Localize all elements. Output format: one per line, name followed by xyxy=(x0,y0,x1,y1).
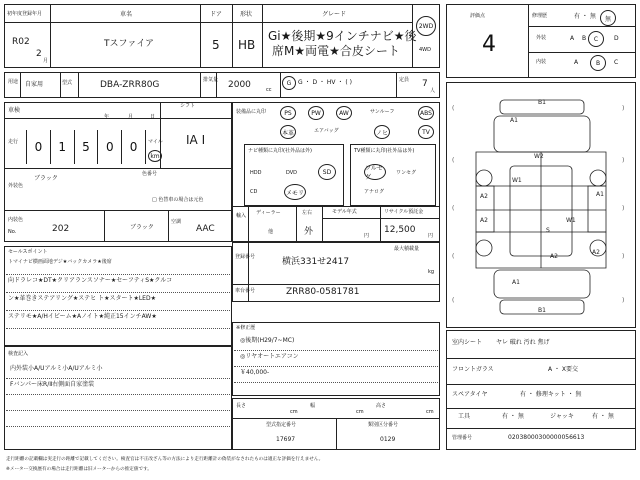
tool-label: 工具 xyxy=(458,413,471,420)
ext-opt-d: D xyxy=(614,35,619,42)
jack-options: 有 ・ 無 xyxy=(592,413,614,420)
mile-label: マイル xyxy=(148,139,163,145)
tv-fullseg: フルセグ xyxy=(364,164,386,180)
svg-text:): ) xyxy=(622,253,625,260)
car-diagram xyxy=(446,82,636,328)
car-name-value: Tスファイア xyxy=(104,39,155,49)
equip-sunroof: サンルーフ xyxy=(370,109,395,115)
repair-selected-circle: 無 xyxy=(600,10,616,26)
svg-text:(: ( xyxy=(452,105,455,112)
width-label: 幅 xyxy=(310,403,316,409)
shape-value: HB xyxy=(238,38,256,52)
drive-4wd: 4WD xyxy=(419,47,431,53)
diagram-label: W2 xyxy=(534,153,544,160)
recycle-yen: 円 xyxy=(428,233,434,239)
class-label: 類別区分番号 xyxy=(368,422,399,428)
height-unit: cm xyxy=(426,409,434,415)
fuel-g-circled: G xyxy=(282,76,296,90)
equip-ps: PS xyxy=(280,106,296,120)
mileage-digits xyxy=(26,130,146,164)
reg-month-value: 2 xyxy=(36,49,42,59)
equipment-label: 装備品に丸印 xyxy=(236,109,267,115)
doors-value: 5 xyxy=(212,38,220,52)
cc-unit: cc xyxy=(266,87,272,93)
glass-label: フロントガラス xyxy=(452,366,494,373)
selling-point-line-1: トマイナビ横画面地デジ★バックカメラ★後席 xyxy=(8,259,112,265)
chassis-value: ZRR80-0581781 xyxy=(286,287,360,297)
diagram-label: W1 xyxy=(566,217,576,224)
use-value: 自家用 xyxy=(25,81,44,88)
equip-leather: 本革 xyxy=(280,125,296,139)
inspection-month: 月 xyxy=(128,114,134,120)
selling-points-label: セールスポイント xyxy=(8,249,48,255)
exterior-color: ブラック xyxy=(34,175,58,182)
cert-label: 型式指定番号 xyxy=(266,422,297,428)
svg-text:(: ( xyxy=(452,205,455,212)
navi-sd: SD xyxy=(318,164,336,180)
month-unit: 月 xyxy=(43,58,49,64)
diagram-label: A2 xyxy=(480,217,488,224)
interior-color: ブラック xyxy=(130,224,154,231)
svg-text:): ) xyxy=(622,205,625,212)
equip-airbag: エアバッグ xyxy=(314,128,339,134)
grade-label: グレード xyxy=(322,11,347,18)
notes-line-1: 内外装小A/Uアルミ小A/Uアルミ小 xyxy=(10,365,103,372)
mileage-digit: 1 xyxy=(50,130,74,164)
tv-oneseg: ワンセグ xyxy=(396,170,417,176)
notes-label: 検査記入 xyxy=(8,351,29,357)
svg-text:(: ( xyxy=(452,297,455,304)
equip-pw: PW xyxy=(308,106,324,120)
model-label: 型式 xyxy=(62,80,73,86)
dealer-value-bottom: 他 xyxy=(268,229,274,235)
diagram-label: S xyxy=(546,227,550,234)
int-opt-c: C xyxy=(614,59,619,66)
selling-point-line-3: ン★革巻きステアリング★ステヒ ト★スタート★LED★ xyxy=(8,295,156,302)
plate-label: 登録番号 xyxy=(235,254,256,260)
spare-options: 有 ・ 修理キット ・ 無 xyxy=(520,391,582,398)
condition-section xyxy=(446,330,636,450)
shift-label: シフト xyxy=(180,103,196,109)
svg-text:): ) xyxy=(622,105,625,112)
drive-2wd-circled: 2WD xyxy=(416,16,436,36)
recycle-amount: 12,500 xyxy=(384,225,416,235)
mgmt-label: 管理番号 xyxy=(452,435,473,441)
interior-number: 202 xyxy=(52,224,70,234)
int-opt-a: A xyxy=(574,59,579,66)
grade-line-1: Gi★後期★9インチナビ★後 xyxy=(268,29,417,43)
length-label: 長さ xyxy=(236,403,247,409)
notes-line-2: Fバンパー床R/Ⅱ右側面自家塗装 xyxy=(10,381,95,388)
model-year-label: モデル年式 xyxy=(332,209,357,215)
repair-label: 修理歴 xyxy=(532,13,548,19)
exterior-label: 外装色 xyxy=(8,183,24,189)
ac-value: AAC xyxy=(196,224,215,234)
svg-text:): ) xyxy=(622,297,625,304)
navi-dvd: DVD xyxy=(286,170,298,176)
diagram-label: A1 xyxy=(510,117,518,124)
car-name-label: 車名 xyxy=(120,11,133,18)
reg-year-value: R02 xyxy=(12,37,30,47)
diagram-label: A1 xyxy=(596,191,604,198)
notes-section xyxy=(4,346,232,450)
diagram-labels xyxy=(480,99,604,314)
capacity-label: 定員 xyxy=(399,77,410,83)
color-change-note: □ 色替車の場合は元色 xyxy=(152,197,204,203)
inspection-year: 年 xyxy=(104,114,110,120)
equip-aw: AW xyxy=(336,106,352,120)
mileage-digit: 0 xyxy=(121,130,146,164)
ac-label: 空調 xyxy=(171,219,182,225)
int-label: 内装 xyxy=(536,59,547,65)
tool-options: 有 ・ 無 xyxy=(502,413,524,420)
diagram-label: A2 xyxy=(550,253,558,260)
mileage-digit: 0 xyxy=(26,130,50,164)
mileage-label: 走行 xyxy=(8,139,19,145)
jack-label: ジャッキ xyxy=(550,413,574,420)
recycle-yen-unit: 円 xyxy=(364,233,370,239)
diagram-label: W1 xyxy=(512,177,522,184)
score-value: 4 xyxy=(482,32,496,57)
mileage-digit: 0 xyxy=(97,130,121,164)
equip-nav: ノヒ xyxy=(374,125,390,139)
tv-label: TV種類に丸印(社外品は外) xyxy=(354,148,415,154)
dealer-label: ディーラー xyxy=(256,210,281,216)
right-notes-line-2: ◎リヤオートエアコン xyxy=(240,353,299,360)
right-notes-line-1: ◎後期(H29/7~MC) xyxy=(240,337,295,344)
shape-label: 形状 xyxy=(240,11,253,18)
selling-point-line-4: ステリモ★A/Hイビーム★Aノイト★純正15インチAW★ xyxy=(8,313,157,320)
diagram-label: A2 xyxy=(480,193,488,200)
length-unit: cm xyxy=(290,409,298,415)
navi-memory: メモリ xyxy=(284,184,306,200)
diagram-label: B1 xyxy=(538,307,546,314)
chassis-label: 車台番号 xyxy=(235,288,256,294)
dealer-label-3: 左右 xyxy=(302,210,313,216)
equip-abs: ABS xyxy=(418,106,434,120)
interior-number-label: No. xyxy=(8,229,17,235)
diagram-label: B1 xyxy=(538,99,546,106)
equip-tv: TV xyxy=(418,125,434,139)
load-label: 最大積載量 xyxy=(394,246,420,252)
shift-value: IA I xyxy=(186,133,206,147)
grade-line-2: 席M★両電★合皮シート xyxy=(272,44,400,58)
fuel-options: G ・ D ・ HV ・ ( ) xyxy=(298,79,352,86)
diagram-label: A2 xyxy=(592,249,600,256)
repair-options: 有 ・ 無 xyxy=(574,13,596,20)
footer-line-1: 走行距離の記載欄は実走行の距離で記載してください。検査官は不正改ざん等の方法により走行距離計の偽装がなされたものは適正な評価を行えません。 xyxy=(6,457,324,462)
mileage-digit: 5 xyxy=(74,130,98,164)
navi-hdd: HDD xyxy=(250,170,262,176)
recycle-label: リサイクル預託金 xyxy=(384,209,424,215)
width-unit: cm xyxy=(356,409,364,415)
navi-label: ナビ種類に丸印(社外品は外) xyxy=(248,148,312,154)
svg-text:): ) xyxy=(622,157,625,164)
dealer-label-2: 輸入 xyxy=(236,213,247,219)
class-value: 0129 xyxy=(380,436,396,443)
mgmt-number: 02038000300000056613 xyxy=(508,434,585,441)
dealer-value-top: 外 xyxy=(304,227,314,237)
height-label: 高さ xyxy=(376,403,387,409)
diagram-label: A1 xyxy=(512,279,520,286)
capacity-value: 7 xyxy=(422,79,428,89)
svg-text:(: ( xyxy=(452,253,455,260)
inspection-day: 日 xyxy=(150,114,156,120)
footer-line-2: ※メーター交換歴有の場合は走行距離は旧メーターからの推定値です。 xyxy=(6,467,152,472)
glass-options: A ・ X要交 xyxy=(548,366,579,373)
ext-selected-circle: C xyxy=(588,31,604,47)
right-notes-line-3: ￥40,000- xyxy=(240,369,270,376)
inspection-section xyxy=(4,102,232,242)
cert-value: 17697 xyxy=(276,436,296,443)
ext-opt-a: A xyxy=(570,35,575,42)
interior-label: 内装色 xyxy=(8,217,24,223)
seat-options: ヤレ 破れ 汚れ 焦げ xyxy=(496,339,550,346)
int-selected-circle: B xyxy=(590,55,606,71)
use-label: 用途 xyxy=(8,79,19,85)
score-label: 評価点 xyxy=(470,13,486,19)
navi-cd: CD xyxy=(250,189,258,195)
displacement-label: 排気量 xyxy=(203,77,219,83)
capacity-unit: 人 xyxy=(430,88,436,94)
tv-analog: アナログ xyxy=(364,189,385,195)
load-unit: kg xyxy=(428,269,435,275)
displacement-value: 2000 xyxy=(228,80,251,90)
right-notes-label: ※修正歴 xyxy=(236,325,256,331)
spare-label: スペアタイヤ xyxy=(452,391,488,398)
selling-point-line-2: 向ドラレコ★DT★クリアランスソナー★セーフティS★クルコ xyxy=(8,277,173,284)
ext-label: 外装 xyxy=(536,35,547,41)
ext-opt-b: B xyxy=(582,35,587,42)
inspection-label: 車検 xyxy=(8,107,21,114)
mileage-km-circled: km xyxy=(148,150,162,162)
color-number-label: 色番号 xyxy=(142,171,158,177)
model-value: DBA-ZRR80G xyxy=(100,80,160,90)
reg-year-label: 初年度登録年月 xyxy=(7,11,43,17)
plate-value: 横浜331せ2417 xyxy=(282,257,350,267)
svg-text:(: ( xyxy=(452,157,455,164)
seat-label: 室内シート xyxy=(452,339,483,346)
doors-label: ドア xyxy=(210,11,222,18)
